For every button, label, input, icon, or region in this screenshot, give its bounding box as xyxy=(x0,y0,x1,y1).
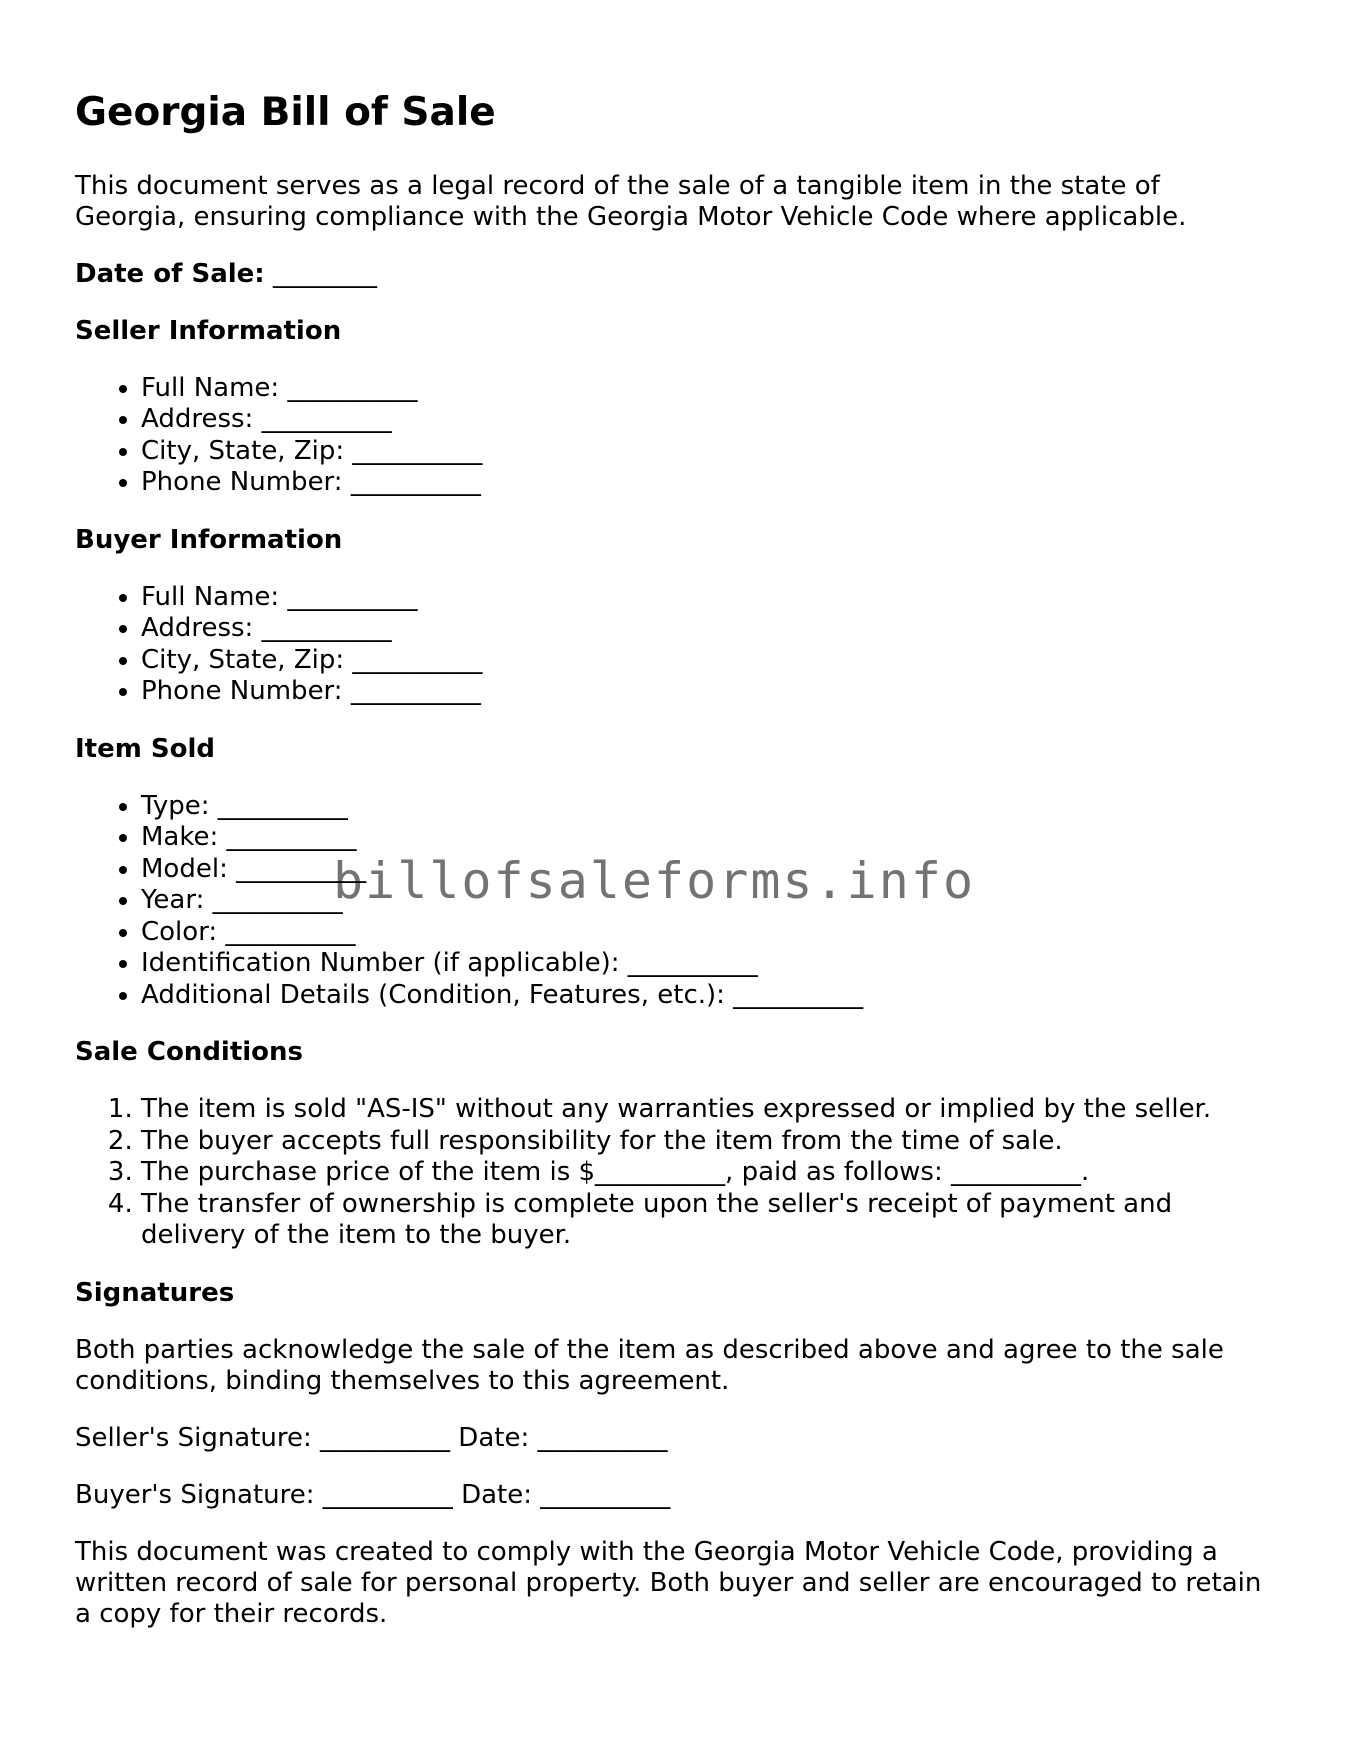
list-item: • Phone Number: __________ xyxy=(141,467,1275,499)
list-item: • Additional Details (Condition, Features, etc.): __________ xyxy=(141,980,1275,1012)
list-item: • City, State, Zip: __________ xyxy=(141,436,1275,468)
seller-list xyxy=(75,373,1275,499)
list-item: • Color: __________ xyxy=(141,917,1275,949)
buyer-signature-line: Buyer's Signature: __________ Date: __________ xyxy=(75,1479,671,1510)
buyer-heading: Buyer Information xyxy=(75,524,343,555)
buyer-list xyxy=(75,582,1275,708)
seller-heading: Seller Information xyxy=(75,315,342,346)
date-of-sale-label: Date of Sale: xyxy=(75,258,265,289)
list-item: • Full Name: __________ xyxy=(141,582,1275,614)
date-of-sale-blank: ________ xyxy=(272,258,377,289)
page-title: Georgia Bill of Sale xyxy=(75,90,496,135)
list-item: • Address: __________ xyxy=(141,404,1275,436)
closing-paragraph: This document was created to comply with the Georgia Motor Vehicle Code, providing a written record of sale for personal property. Both buyer and seller are encouraged to retain a copy for their records. xyxy=(75,1536,1262,1629)
watermark: billofsaleforms.info xyxy=(333,852,976,910)
list-item: • Full Name: __________ xyxy=(141,373,1275,405)
list-item: 1. The item is sold "AS-IS" without any warranties expressed or implied by the seller. xyxy=(141,1094,1275,1126)
list-item: 3. The purchase price of the item is $__________, paid as follows: __________. xyxy=(141,1157,1275,1189)
list-item: 4. The transfer of ownership is complete upon the seller's receipt of payment and delivery of the item to the buyer. xyxy=(141,1189,1275,1252)
signatures-statement: Both parties acknowledge the sale of the item as described above and agree to the sale conditions, binding themselves to this agreement. xyxy=(75,1334,1224,1396)
list-item: • Make: __________ xyxy=(141,822,1275,854)
list-item: • Type: __________ xyxy=(141,791,1275,823)
list-item: 2. The buyer accepts full responsibility for the item from the time of sale. xyxy=(141,1126,1275,1158)
list-item: • Identification Number (if applicable): __________ xyxy=(141,948,1275,980)
sale-conditions-list xyxy=(75,1094,1275,1252)
signatures-heading: Signatures xyxy=(75,1277,235,1308)
list-item: • Address: __________ xyxy=(141,613,1275,645)
date-of-sale xyxy=(75,259,1275,290)
list-item: • Model: __________ xyxy=(141,854,1275,886)
sale-conditions-heading: Sale Conditions xyxy=(75,1037,304,1068)
list-item: • Phone Number: __________ xyxy=(141,676,1275,708)
intro-paragraph: This document serves as a legal record of the sale of a tangible item in the state of Georgia, ensuring compliance with the Georgia Motor Vehicle Code where applicable. xyxy=(75,170,1187,232)
list-item: • Year: __________ xyxy=(141,885,1275,917)
seller-signature-line: Seller's Signature: __________ Date: __________ xyxy=(75,1422,668,1453)
item-sold-heading: Item Sold xyxy=(75,733,215,764)
list-item: • City, State, Zip: __________ xyxy=(141,645,1275,677)
